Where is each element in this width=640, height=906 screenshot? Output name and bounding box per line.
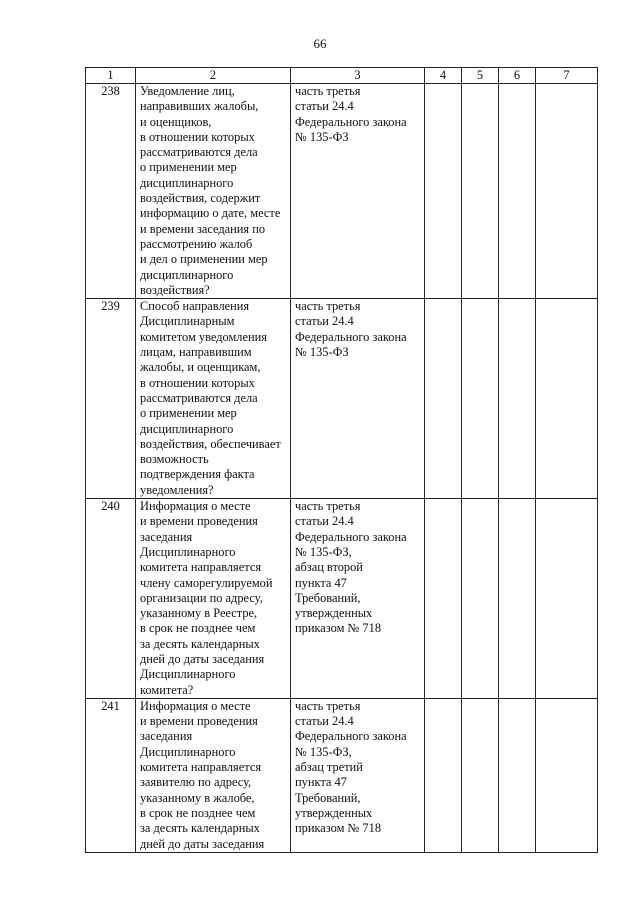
reference-line: часть третья — [295, 499, 361, 514]
reference-line: № 135-ФЗ, — [295, 544, 352, 559]
question-line: указанному в Реестре, — [140, 606, 258, 621]
not-applicable-cell — [499, 84, 536, 299]
question-line: о применении мер — [140, 406, 237, 421]
question-line: дисциплинарного — [140, 267, 234, 282]
question-line: в отношении которых — [140, 129, 255, 144]
question-line: в срок не позднее чем — [140, 621, 256, 636]
question-line: Дисциплинарного — [140, 667, 236, 682]
row-number: 238 — [86, 84, 136, 299]
reference-line: пункта 47 — [295, 775, 347, 790]
not-applicable-cell — [499, 698, 536, 852]
reference-cell — [291, 84, 425, 299]
reference-line: приказом № 718 — [295, 821, 382, 836]
question-line: информацию о дате, месте — [140, 206, 281, 221]
question-line: комитета? — [140, 682, 194, 697]
question-line: Информация о месте — [140, 698, 251, 713]
question-line: заседания — [140, 729, 193, 744]
reference-line: пункта 47 — [295, 575, 347, 590]
question-line: рассмотрению жалоб — [140, 236, 253, 251]
no-cell — [462, 299, 499, 499]
question-line: воздействия, обеспечивает — [140, 436, 281, 451]
reference-line: № 135-ФЗ — [295, 129, 349, 144]
question-line: комитета направляется — [140, 560, 262, 575]
reference-cell — [291, 499, 425, 699]
reference-line: абзац третий — [295, 760, 363, 775]
question-line: и дел о применении мер — [140, 252, 268, 267]
question-line: за десять календарных — [140, 821, 260, 836]
column-header: 3 — [291, 68, 425, 84]
reference-line: статьи 24.4 — [295, 714, 354, 729]
column-header: 2 — [136, 68, 291, 84]
column-header: 7 — [536, 68, 598, 84]
reference-line: утвержденных — [295, 805, 373, 820]
question-line: уведомления? — [140, 482, 214, 497]
yes-cell — [425, 84, 462, 299]
column-header: 6 — [499, 68, 536, 84]
reference-line: Требований, — [295, 590, 361, 605]
yes-cell — [425, 698, 462, 852]
question-line: Уведомление лиц, — [140, 84, 235, 98]
question-line: в срок не позднее чем — [140, 805, 256, 820]
reference-line: № 135-ФЗ, — [295, 744, 352, 759]
not-applicable-cell — [499, 499, 536, 699]
question-line: о применении мер — [140, 160, 237, 175]
reference-line: статьи 24.4 — [295, 99, 354, 114]
question-line: дней до даты заседания — [140, 651, 265, 666]
question-line: в отношении которых — [140, 375, 255, 390]
question-line: и времени заседания по — [140, 221, 266, 236]
yes-cell — [425, 299, 462, 499]
question-line: подтверждения факта — [140, 467, 255, 482]
question-line: и времени проведения — [140, 714, 258, 729]
checklist-table — [85, 67, 598, 853]
reference-line: утвержденных — [295, 606, 373, 621]
row-number: 240 — [86, 499, 136, 699]
question-line: и времени проведения — [140, 514, 258, 529]
row-number: 241 — [86, 698, 136, 852]
reference-line: Федерального закона — [295, 529, 407, 544]
yes-cell — [425, 499, 462, 699]
reference-line: Требований, — [295, 790, 361, 805]
question-line: рассматриваются дела — [140, 390, 258, 405]
reference-line: приказом № 718 — [295, 621, 382, 636]
question-line: организации по адресу, — [140, 590, 263, 605]
question-line: указанному в жалобе, — [140, 790, 255, 805]
page-number: 66 — [313, 36, 327, 51]
not-applicable-cell — [499, 299, 536, 499]
question-cell — [136, 698, 291, 852]
note-cell — [536, 299, 598, 499]
reference-line: часть третья — [295, 299, 361, 314]
no-cell — [462, 84, 499, 299]
question-line: члену саморегулируемой — [140, 575, 273, 590]
question-line: комитетом уведомления — [140, 329, 267, 344]
table-row — [86, 698, 598, 852]
reference-line: № 135-ФЗ — [295, 345, 349, 360]
question-line: Дисциплинарного — [140, 544, 236, 559]
question-line: возможность — [140, 452, 209, 467]
reference-line: статьи 24.4 — [295, 514, 354, 529]
note-cell — [536, 84, 598, 299]
question-line: комитета направляется — [140, 760, 262, 775]
question-line: рассматриваются дела — [140, 145, 258, 160]
reference-line: статьи 24.4 — [295, 314, 354, 329]
question-line: дисциплинарного — [140, 421, 234, 436]
question-line: заявителю по адресу, — [140, 775, 252, 790]
question-line: воздействия, содержит — [140, 191, 261, 206]
reference-line: Федерального закона — [295, 114, 407, 129]
question-cell — [136, 84, 291, 299]
note-cell — [536, 698, 598, 852]
table-row — [86, 84, 598, 299]
question-line: Дисциплинарного — [140, 744, 236, 759]
question-line: заседания — [140, 529, 193, 544]
question-line: воздействия? — [140, 282, 210, 297]
question-line: лицам, направившим — [140, 345, 252, 360]
reference-line: Федерального закона — [295, 729, 407, 744]
question-cell — [136, 499, 291, 699]
column-header: 5 — [462, 68, 499, 84]
no-cell — [462, 499, 499, 699]
question-line: дисциплинарного — [140, 175, 234, 190]
question-line: Дисциплинарным — [140, 314, 235, 329]
table-row — [86, 299, 598, 499]
reference-line: часть третья — [295, 698, 361, 713]
reference-line: абзац второй — [295, 560, 363, 575]
reference-line: часть третья — [295, 84, 361, 98]
question-line: и оценщиков, — [140, 114, 212, 129]
question-line: Способ направления — [140, 299, 250, 314]
question-line: направивших жалобы, — [140, 99, 259, 114]
row-number: 239 — [86, 299, 136, 499]
question-line: Информация о месте — [140, 499, 251, 514]
question-cell — [136, 299, 291, 499]
column-header: 1 — [86, 68, 136, 84]
question-line: за десять календарных — [140, 636, 260, 651]
reference-cell — [291, 698, 425, 852]
question-line: дней до даты заседания — [140, 836, 265, 851]
reference-cell — [291, 299, 425, 499]
header-row — [86, 68, 598, 84]
no-cell — [462, 698, 499, 852]
column-header: 4 — [425, 68, 462, 84]
table-row — [86, 499, 598, 699]
question-line: жалобы, и оценщикам, — [140, 360, 261, 375]
reference-line: Федерального закона — [295, 329, 407, 344]
note-cell — [536, 499, 598, 699]
